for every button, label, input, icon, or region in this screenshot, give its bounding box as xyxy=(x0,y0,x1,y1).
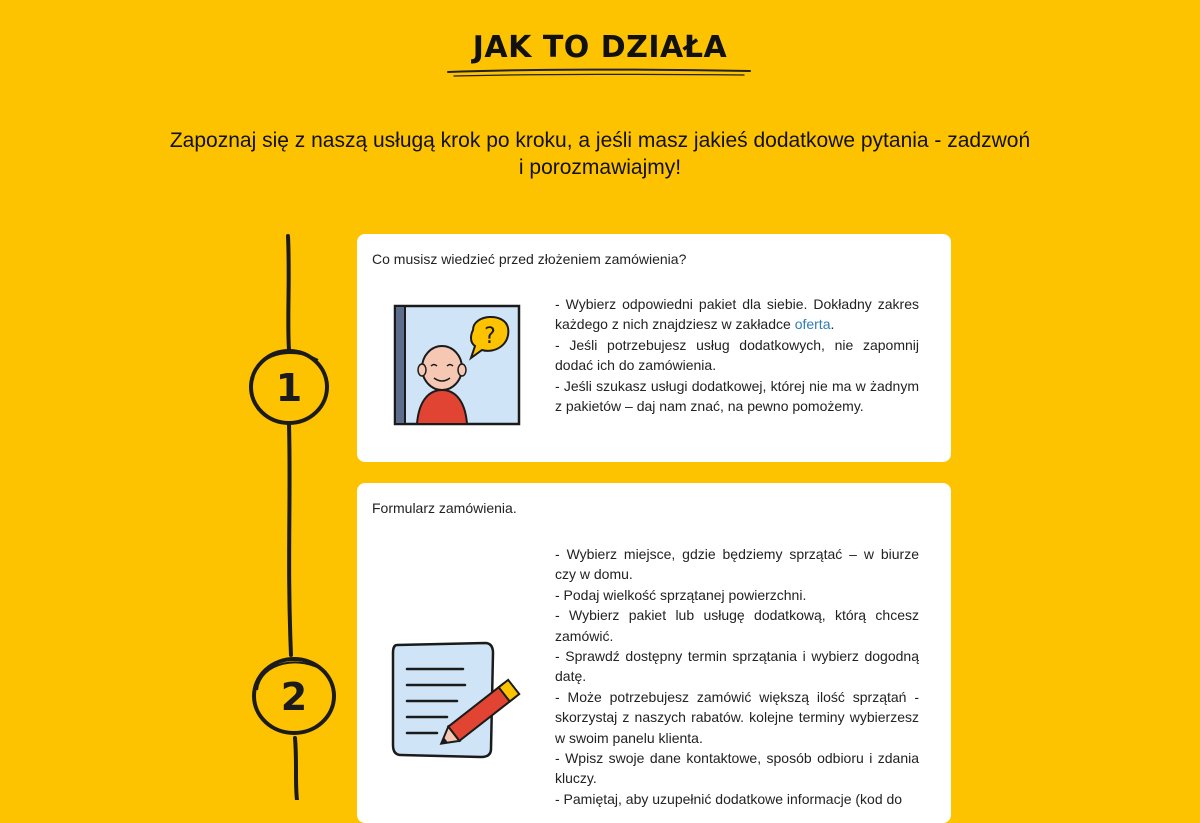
intro-text xyxy=(150,127,1050,181)
step-2-item-2: - Podaj wielkość sprzątanej powierzchni. xyxy=(555,586,807,603)
step-2-item-5: - Może potrzebujesz zamówić większą ilość sprzątań - skorzystaj z naszych rabatów. kolejne terminy wybierzesz w swoim panelu klienta. xyxy=(555,688,919,746)
page-title: JAK TO DZIAŁA xyxy=(472,30,728,65)
step-text-2 xyxy=(555,544,919,809)
timeline-line xyxy=(288,236,289,350)
document-pencil-icon xyxy=(387,633,527,763)
step-number-2: 2 xyxy=(280,675,308,719)
step-text-1 xyxy=(555,294,919,416)
step-2-item-1: - Wybierz miejsce, gdzie będziemy sprzątać – w biurze czy w domu. xyxy=(555,546,919,583)
step-card-1 xyxy=(357,234,951,462)
step-title-2: Formularz zamówienia. xyxy=(372,500,517,516)
oferta-link[interactable]: oferta xyxy=(794,316,831,333)
step-2-item-4: - Sprawdź dostępny termin sprzątania i wybierz dogodną datę. xyxy=(555,648,919,685)
intro-line-1: Zapoznaj się z naszą usługą krok po kroku, a jeśli masz jakieś dodatkowe pytania - zadzwoń xyxy=(169,129,1031,152)
step-2-item-6: - Wpisz swoje dane kontaktowe, sposób odbioru i zdania kluczy. xyxy=(555,750,919,787)
section-heading xyxy=(0,30,1200,65)
step-marker-1 xyxy=(251,351,327,423)
step-number-1: 1 xyxy=(275,366,303,410)
step-1-item-2: - Jeśli potrzebujesz usług dodatkowych, nie zapomnij dodać ich do zamówienia. xyxy=(555,336,919,374)
step-marker-2 xyxy=(254,659,334,733)
step-card-2 xyxy=(357,483,951,823)
step-title-1: Co musisz wiedzieć przed złożeniem zamówienia? xyxy=(372,251,687,267)
step-1-item-1: - Wybierz odpowiedni pakiet dla siebie. Dokładny zakres każdego z nich znajdziesz w zakładce oferta. xyxy=(555,296,919,333)
title-underline xyxy=(446,66,752,80)
person-question-icon xyxy=(387,298,527,428)
intro-line-2: i porozmawiajmy! xyxy=(518,156,682,179)
step-2-item-3: - Wybierz pakiet lub usługę dodatkową, którą chcesz zamówić. xyxy=(555,607,919,644)
step-2-item-7: - Pamiętaj, aby uzupełnić dodatkowe informacje (kod do xyxy=(555,790,903,807)
step-1-item-3: - Jeśli szukasz usługi dodatkowej, której nie ma w żadnym z pakietów – daj nam znać, na pewno pomożemy. xyxy=(555,377,919,415)
svg-text:?: ? xyxy=(484,324,496,349)
